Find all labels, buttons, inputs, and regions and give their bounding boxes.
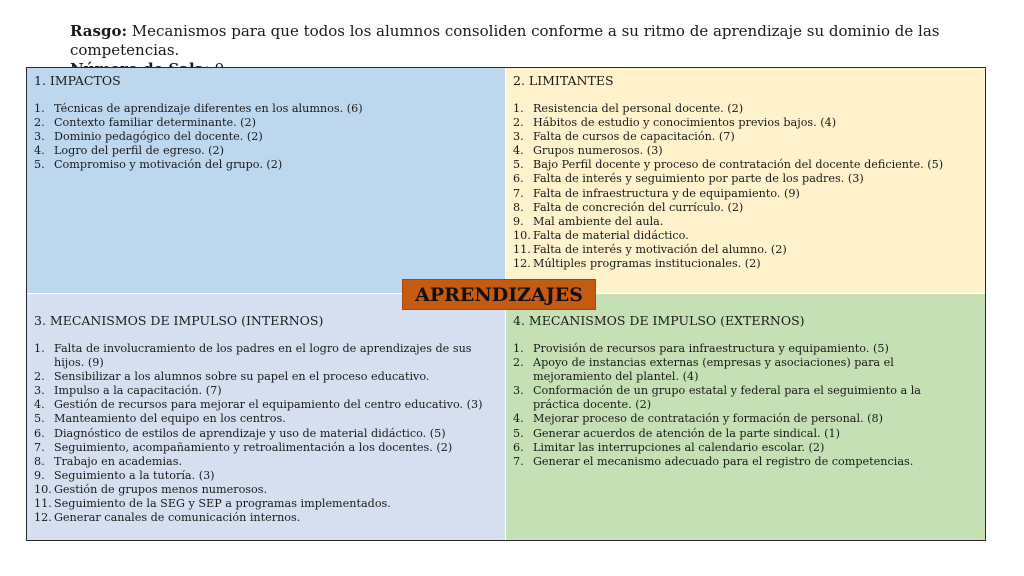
list-item-number: 4. bbox=[513, 144, 524, 158]
quadrant-internos bbox=[27, 294, 505, 540]
list-item-text: Múltiples programas institucionales. (2) bbox=[533, 257, 761, 271]
list-item bbox=[513, 342, 977, 356]
list-item-number: 2. bbox=[513, 356, 524, 370]
quadrant-title: 4. MECANISMOS DE IMPULSO (EXTERNOS) bbox=[513, 313, 805, 328]
list-item bbox=[513, 201, 977, 215]
list-item bbox=[513, 130, 977, 144]
list-item bbox=[513, 144, 977, 158]
list-item-text: Trabajo en academias. bbox=[54, 454, 182, 468]
list-item-number: 2. bbox=[34, 116, 45, 130]
list-item-number: 2. bbox=[34, 370, 45, 384]
list-item-text: Bajo Perfil docente y proceso de contratación del docente deficiente. (5) bbox=[533, 158, 944, 172]
list-item-number: 7. bbox=[34, 440, 45, 454]
list-item bbox=[513, 427, 977, 441]
list-item-number: 1. bbox=[34, 102, 45, 115]
list-item bbox=[513, 412, 977, 426]
list-item-text: Técnicas de aprendizaje diferentes en los alumnos. (6) bbox=[54, 102, 363, 115]
list-item-number: 8. bbox=[513, 200, 524, 214]
list-item-number: 10. bbox=[513, 228, 531, 242]
list-item-text: Generar el mecanismo adecuado para el registro de competencias. bbox=[533, 454, 914, 468]
list-item bbox=[513, 187, 977, 201]
list-item-number: 3. bbox=[513, 384, 524, 398]
rasgo-text: Mecanismos para que todos los alumnos consoliden conforme a su ritmo de aprendizaje su dominio de las competencias. bbox=[70, 22, 940, 59]
list-item-text: Falta de material didáctico. bbox=[533, 228, 689, 242]
list-item-text: Seguimiento a la tutoría. (3) bbox=[54, 468, 215, 482]
externos-list bbox=[513, 342, 977, 469]
list-item bbox=[513, 116, 977, 130]
list-item-text: Sensibilizar a los alumnos sobre su papel en el proceso educativo. bbox=[54, 370, 430, 384]
list-item-text: Gestión de recursos para mejorar el equipamiento del centro educativo. (3) bbox=[54, 398, 483, 412]
list-item-text: Falta de concreción del currículo. (2) bbox=[533, 200, 744, 214]
list-item-number: 4. bbox=[34, 398, 45, 412]
list-item-text: Apoyo de instancias externas (empresas y asociaciones) para el mejoramiento del plantel. (4) bbox=[533, 356, 894, 384]
list-item-text: Mejorar proceso de contratación y formación de personal. (8) bbox=[533, 412, 884, 426]
list-item-text: Grupos numerosos. (3) bbox=[533, 144, 663, 158]
list-item-text: Dominio pedagógico del docente. (2) bbox=[54, 130, 263, 144]
list-item-number: 4. bbox=[513, 412, 524, 426]
list-item-text: Manteamiento del equipo en los centros. bbox=[54, 412, 286, 426]
list-item bbox=[34, 483, 497, 497]
list-item-number: 1. bbox=[513, 102, 524, 115]
list-item bbox=[34, 384, 497, 398]
list-item bbox=[34, 116, 497, 130]
list-item-text: Mal ambiente del aula. bbox=[533, 214, 664, 228]
list-item bbox=[34, 158, 497, 172]
list-item-number: 9. bbox=[34, 468, 45, 482]
list-item-number: 9. bbox=[513, 214, 524, 228]
list-item-text: Provisión de recursos para infraestructura y equipamiento. (5) bbox=[533, 342, 889, 355]
rasgo-line bbox=[70, 22, 1000, 60]
quadrant-impactos bbox=[27, 68, 505, 293]
list-item bbox=[513, 158, 977, 172]
list-item-text: Contexto familiar determinante. (2) bbox=[54, 116, 257, 130]
list-item-number: 1. bbox=[513, 342, 524, 355]
list-item-number: 6. bbox=[513, 440, 524, 454]
list-item bbox=[34, 441, 497, 455]
list-item-text: Falta de interés y seguimiento por parte de los padres. (3) bbox=[533, 172, 864, 186]
quadrant-limitantes bbox=[506, 68, 985, 293]
list-item-number: 4. bbox=[34, 144, 45, 158]
list-item-text: Generar canales de comunicación internos. bbox=[54, 511, 301, 525]
list-item-text: Conformación de un grupo estatal y federal para el seguimiento a la práctica docente. (2) bbox=[533, 384, 921, 412]
list-item-number: 1. bbox=[34, 342, 45, 355]
list-item-number: 5. bbox=[513, 158, 524, 172]
list-item bbox=[34, 342, 497, 370]
list-item-number: 3. bbox=[513, 130, 524, 144]
list-item-number: 11. bbox=[34, 497, 52, 511]
list-item-text: Falta de interés y motivación del alumno. (2) bbox=[533, 242, 787, 256]
list-item-text: Gestión de grupos menos numerosos. bbox=[54, 482, 268, 496]
list-item bbox=[513, 215, 977, 229]
list-item bbox=[34, 370, 497, 384]
quadrant-title: 2. LIMITANTES bbox=[513, 73, 614, 88]
list-item bbox=[34, 455, 497, 469]
list-item-number: 2. bbox=[513, 116, 524, 130]
list-item-text: Hábitos de estudio y conocimientos previos bajos. (4) bbox=[533, 116, 837, 130]
list-item-number: 5. bbox=[34, 158, 45, 172]
list-item-number: 10. bbox=[34, 482, 52, 496]
list-item bbox=[34, 412, 497, 426]
list-item bbox=[513, 356, 977, 384]
list-item-number: 7. bbox=[513, 186, 524, 200]
list-item bbox=[513, 455, 977, 469]
list-item-number: 3. bbox=[34, 384, 45, 398]
list-item bbox=[34, 144, 497, 158]
quadrant-externos bbox=[506, 294, 985, 540]
list-item-text: Falta de infraestructura y de equipamiento. (9) bbox=[533, 186, 800, 200]
list-item bbox=[34, 469, 497, 483]
list-item-number: 6. bbox=[513, 172, 524, 186]
limitantes-list bbox=[513, 102, 977, 271]
list-item-text: Resistencia del personal docente. (2) bbox=[533, 102, 744, 115]
list-item-text: Seguimiento, acompañamiento y retroalimentación a los docentes. (2) bbox=[54, 440, 453, 454]
quadrant-title: 1. IMPACTOS bbox=[34, 73, 121, 88]
list-item-number: 7. bbox=[513, 454, 524, 468]
list-item-number: 11. bbox=[513, 242, 531, 256]
list-item-text: Generar acuerdos de atención de la parte sindical. (1) bbox=[533, 426, 841, 440]
list-item bbox=[513, 243, 977, 257]
list-item bbox=[34, 497, 497, 511]
rasgo-label: Rasgo: bbox=[70, 22, 128, 40]
list-item bbox=[513, 172, 977, 186]
list-item-number: 12. bbox=[34, 511, 52, 525]
list-item-text: Falta de cursos de capacitación. (7) bbox=[533, 130, 735, 144]
list-item-number: 12. bbox=[513, 257, 531, 271]
list-item-text: Diagnóstico de estilos de aprendizaje y uso de material didáctico. (5) bbox=[54, 426, 446, 440]
quadrant-title: 3. MECANISMOS DE IMPULSO (INTERNOS) bbox=[34, 313, 324, 328]
list-item bbox=[34, 102, 497, 116]
list-item bbox=[34, 130, 497, 144]
list-item bbox=[513, 229, 977, 243]
list-item-number: 3. bbox=[34, 130, 45, 144]
list-item bbox=[513, 384, 977, 412]
list-item-text: Limitar las interrupciones al calendario escolar. (2) bbox=[533, 440, 825, 454]
list-item bbox=[513, 257, 977, 271]
list-item-number: 8. bbox=[34, 454, 45, 468]
list-item-text: Compromiso y motivación del grupo. (2) bbox=[54, 158, 283, 172]
list-item-text: Seguimiento de la SEG y SEP a programas implementados. bbox=[54, 497, 391, 511]
list-item bbox=[34, 427, 497, 441]
list-item bbox=[34, 398, 497, 412]
list-item bbox=[513, 102, 977, 116]
aprendizajes-badge: APRENDIZAJES bbox=[402, 279, 596, 310]
list-item bbox=[34, 511, 497, 525]
list-item-number: 5. bbox=[513, 426, 524, 440]
list-item bbox=[513, 441, 977, 455]
impactos-list bbox=[34, 102, 497, 172]
list-item-text: Logro del perfil de egreso. (2) bbox=[54, 144, 224, 158]
list-item-text: Impulso a la capacitación. (7) bbox=[54, 384, 222, 398]
internos-list bbox=[34, 342, 497, 525]
list-item-number: 5. bbox=[34, 412, 45, 426]
list-item-text: Falta de involucramiento de los padres en el logro de aprendizajes de sus hijos. (9) bbox=[54, 342, 472, 370]
list-item-number: 6. bbox=[34, 426, 45, 440]
